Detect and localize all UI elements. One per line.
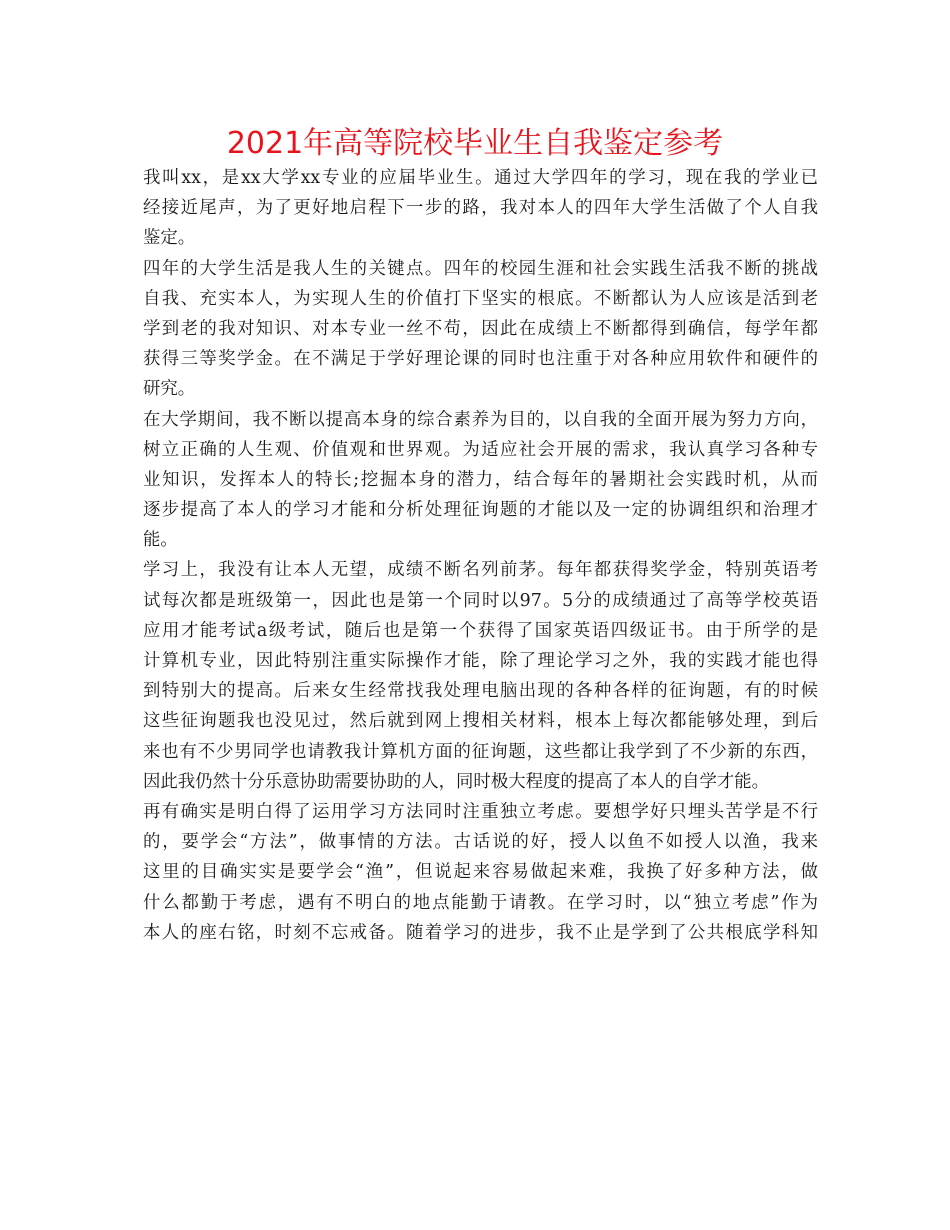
body-line: 应用才能考试a级考试，随后也是第一个获得了国家英语四级证书。由于所学的是 xyxy=(143,620,818,641)
body-line: 经接近尾声，为了更好地启程下一步的路，我对本人的四年大学生活做了个人自我 xyxy=(143,198,818,219)
body-line: 来也有不少男同学也请教我计算机方面的征询题，这些都让我学到了不少新的东西， xyxy=(143,741,818,762)
body-line: 因此我仍然十分乐意协助需要协助的人，同时极大程度的提高了本人的自学才能。 xyxy=(143,771,770,792)
body-line: 计算机专业，因此特别注重实际操作才能，除了理论学习之外，我的实践才能也得 xyxy=(143,651,818,671)
body-line: 鉴定。 xyxy=(143,228,196,249)
body-line: 再有确实是明白得了运用学习方法同时注重独立考虑。要想学好只埋头苦学是不行 xyxy=(143,801,818,822)
body-line: 这些征询题我也没见过，然后就到网上搜相关材料，根本上每次都能够处理，到后 xyxy=(143,711,818,732)
body-line: 试每次都是班级第一，因此也是第一个同时以97。5分的成绩通过了高等学校英语 xyxy=(143,590,818,611)
body-line: 我叫xx，是xx大学xx专业的应届毕业生。通过大学四年的学习，现在我的学业已 xyxy=(143,168,818,188)
body-line: 四年的大学生活是我人生的关键点。四年的校园生涯和社会实践生活我不断的挑战 xyxy=(143,258,818,279)
body-line: 业知识，发挥本人的特长;挖掘本身的潜力，结合每年的暑期社会实践时机，从而 xyxy=(143,469,818,490)
body-line: 在大学期间，我不断以提高本身的综合素养为目的，以自我的全面开展为努力方向， xyxy=(143,409,818,430)
body-line: 的，要学会“方法”，做事情的方法。古话说的好，授人以鱼不如授人以渔，我来 xyxy=(143,832,818,853)
document-body xyxy=(143,163,818,948)
body-line: 这里的目确实实是要学会“渔”，但说起来容易做起来难，我换了好多种方法，做 xyxy=(143,862,818,883)
body-line: 研究。 xyxy=(143,379,196,400)
body-line: 逐步提高了本人的学习才能和分析处理征询题的才能以及一定的协调组织和治理才 xyxy=(143,500,818,521)
body-line: 本人的座右铭，时刻不忘戒备。随着学习的进步，我不止是学到了公共根底学科知 xyxy=(143,922,818,943)
body-line: 什么都勤于考虑，遇有不明白的地点能勤于请教。在学习时，以“独立考虑”作为 xyxy=(143,892,818,913)
body-line: 获得三等奖学金。在不满足于学好理论课的同时也注重于对各种应用软件和硬件的 xyxy=(143,349,818,370)
body-line: 学到老的我对知识、对本专业一丝不苟，因此在成绩上不断都得到确信，每学年都 xyxy=(143,318,818,339)
document-title: 2021年高等院校毕业生自我鉴定参考 xyxy=(226,126,724,161)
body-line: 到特别大的提高。后来女生经常找我处理电脑出现的各种各样的征询题，有的时候 xyxy=(143,681,818,702)
body-line: 学习上，我没有让本人无望，成绩不断名列前茅。每年都获得奖学金，特别英语考 xyxy=(143,560,818,581)
body-line: 自我、充实本人，为实现人生的价值打下坚实的根底。不断都认为人应该是活到老 xyxy=(143,288,818,309)
body-line: 树立正确的人生观、价值观和世界观。为适应社会开展的需求，我认真学习各种专 xyxy=(143,439,818,460)
body-line: 能。 xyxy=(143,530,178,551)
